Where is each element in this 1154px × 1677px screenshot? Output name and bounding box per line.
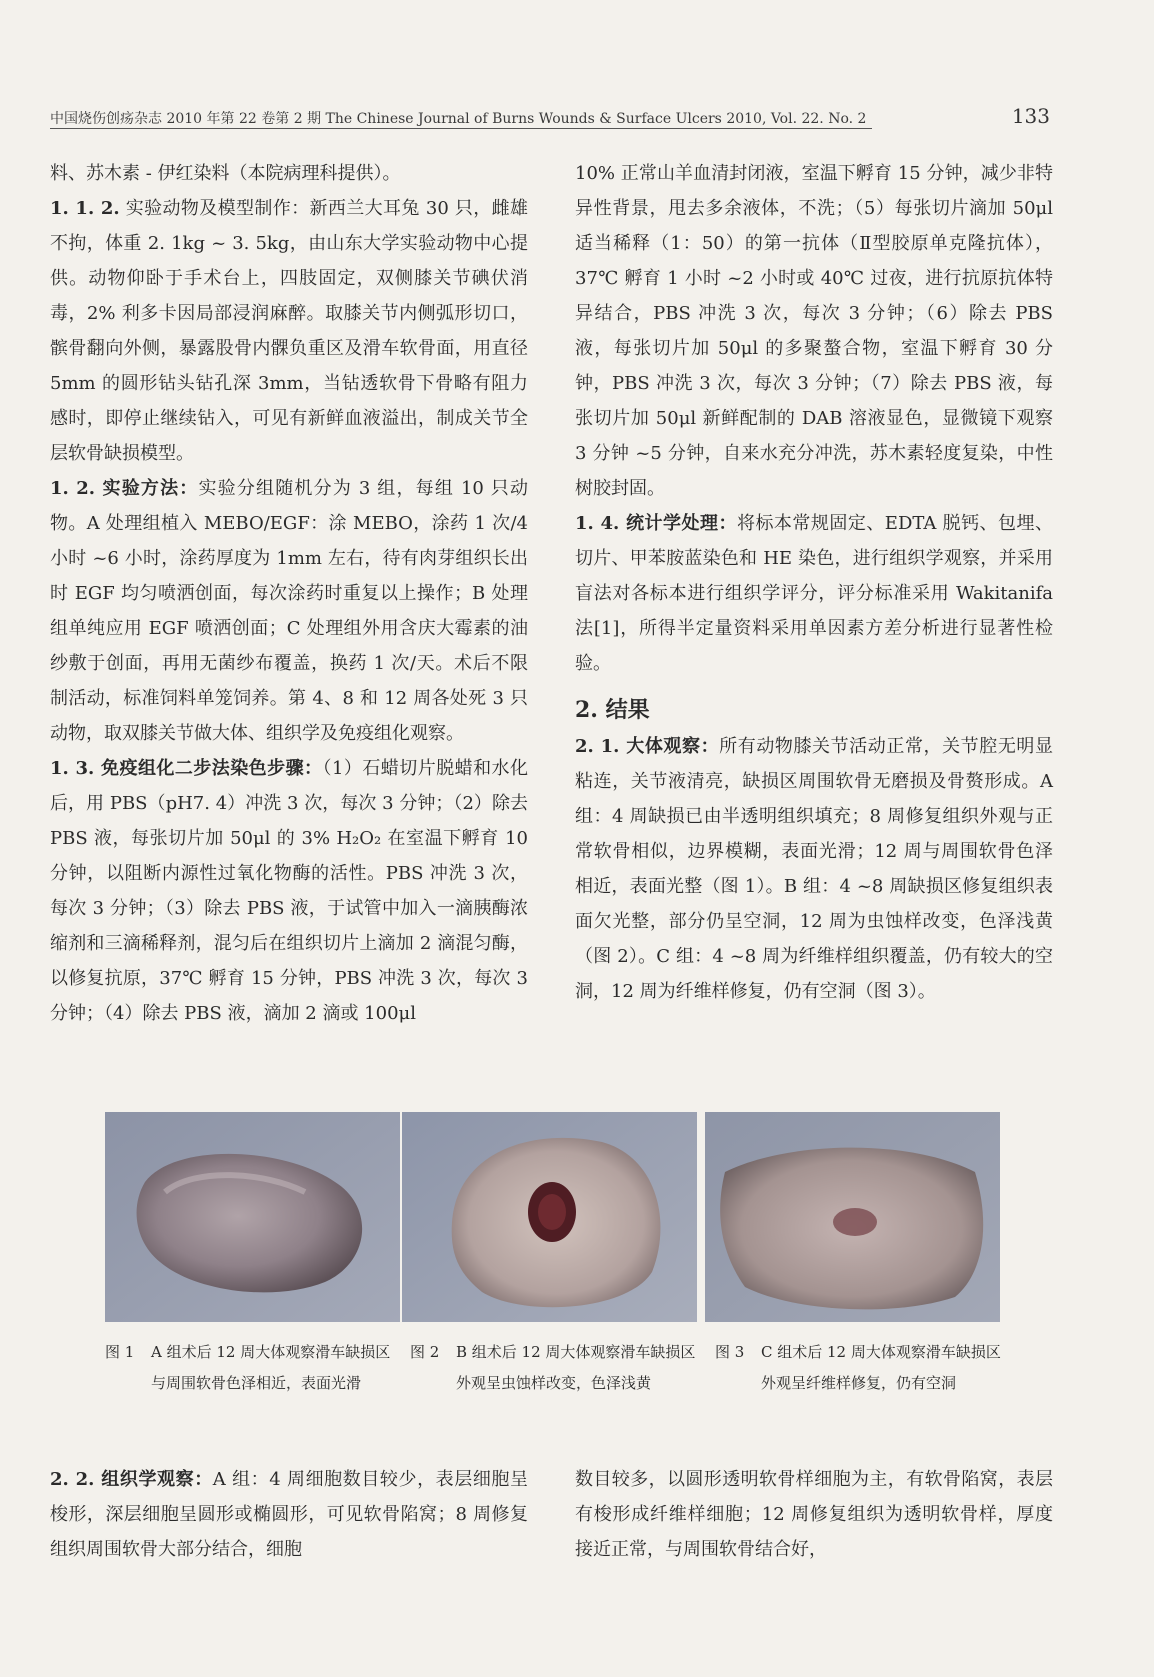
paragraph-body: 实验动物及模型制作：新西兰大耳兔 30 只，雌雄不拘，体重 2. 1kg ~ 3. 5kg，由山东大学实验动物中心提供。动物仰卧于手术台上，四肢固定，双侧膝关节碘伏消毒，2% 利多卡因局部浸润麻醉。取膝关节内侧弧形切口，髌骨翻向外侧，暴露股骨内髁负重区及滑车软骨面，用直径 5mm 的圆形钻头钻孔深 3mm，当钻透软骨下骨略有阻力感时，即停止继续钻入，可见有新鲜血液溢出，制成关节全层软骨缺损模型。: [50, 198, 529, 464]
figure-3-caption: [715, 1337, 1005, 1399]
figure-label: 图 2: [410, 1343, 440, 1361]
caption-text: C 组术后 12 周大体观察滑车缺损区外观呈纤维样修复，仍有空洞: [761, 1343, 1001, 1392]
right-column: [575, 156, 1053, 1009]
caption-text: B 组术后 12 周大体观察滑车缺损区外观呈虫蚀样改变，色泽浅黄: [456, 1343, 696, 1392]
paragraph-histology-continued: 数目较多，以圆形透明软骨样细胞为主，有软骨陷窝，表层有梭形成纤维样细胞；12 周修复组织为透明软骨样，厚度接近正常，与周围软骨结合好，: [575, 1469, 1053, 1560]
journal-title: 中国烧伤创疡杂志 2010 年第 22 卷第 2 期 The Chinese Journal of Burns Wounds & Surface Ulcers 2010, Vol. 22. No. 2: [50, 111, 867, 127]
section-heading-1-2: 1. 2. 实验方法：: [50, 478, 199, 499]
left-column: [50, 156, 528, 1031]
figure-2-photo: [402, 1112, 697, 1322]
paragraph-histology: [50, 1462, 528, 1567]
header-rule: [50, 128, 872, 129]
paragraph-body: 将标本常规固定、EDTA 脱钙、包埋、切片、甲苯胺蓝染色和 HE 染色，进行组织学观察，并采用盲法对各标本进行组织学评分，评分标准采用 Wakitanifa 法[1]，所得半定量资料采用单因素方差分析进行显著性检验。: [575, 513, 1054, 674]
figure-3-photo: [705, 1112, 1000, 1322]
paragraph-reagents-end: 料、苏木素 - 伊红染料（本院病理科提供）。: [50, 163, 401, 184]
figure-1-photo: [105, 1112, 400, 1322]
paragraph-methods: [50, 471, 528, 751]
running-header: [50, 104, 1050, 130]
page-number: 133: [1011, 104, 1050, 128]
paragraph-animals-model: [50, 191, 528, 471]
section-title-results: 2. 结果: [575, 697, 650, 723]
paragraph-body: 实验分组随机分为 3 组，每组 10 只动物。A 处理组植入 MEBO/EGF：涂 MEBO，涂药 1 次/4 小时 ~6 小时，涂药厚度为 1mm 左右，待有肉芽组织长出时 EGF 均匀喷洒创面，每次涂药时重复以上操作；B 处理组单纯应用 EGF 喷洒创面；C 处理组外用含庆大霉素的油纱敷于创面，再用无菌纱布覆盖，换药 1 次/天。术后不限制活动，标准饲料单笼饲养。第 4、8 和 12 周各处死 3 只动物，取双膝关节做大体、组织学及免疫组化观察。: [50, 478, 528, 744]
figure-1-caption: [105, 1337, 405, 1399]
figure-captions: [105, 1337, 1000, 1427]
paragraph-body: A 组：4 周细胞数目较少，表层细胞呈梭形，深层细胞呈圆形或椭圆形，可见软骨陷窝；8 周修复组织周围软骨大部分结合，细胞: [50, 1469, 528, 1560]
figure-2-caption: [410, 1337, 710, 1399]
paragraph-immunohistochemistry: [50, 751, 528, 1031]
caption-text: A 组术后 12 周大体观察滑车缺损区与周围软骨色泽相近，表面光滑: [151, 1343, 391, 1392]
bottom-left-column: [50, 1462, 528, 1567]
paragraph-body: 所有动物膝关节活动正常，关节腔无明显粘连，关节液清亮，缺损区周围软骨无磨损及骨赘形成。A 组：4 周缺损已由半透明组织填充；8 周修复组织外观与正常软骨相似，边界模糊，表面光滑；12 周与周围软骨色泽相近，表面光整（图 1）。B 组：4 ~8 周缺损区修复组织表面欠光整，部分仍呈空洞，12 周为虫蚀样改变，色泽浅黄（图 2）。C 组：4 ~8 周为纤维样组织覆盖，仍有较大的空洞，12 周为纤维样修复，仍有空洞（图 3）。: [575, 736, 1053, 1002]
paragraph-gross-observation: [575, 729, 1053, 1009]
section-heading-1-3: 1. 3. 免疫组化二步法染色步骤：: [50, 758, 323, 779]
figure-row: [105, 1112, 1000, 1322]
section-heading-2-1: 2. 1. 大体观察：: [575, 736, 720, 757]
paragraph-statistics: [575, 506, 1053, 681]
paragraph-ihc-continued: 10% 正常山羊血清封闭液，室温下孵育 15 分钟，减少非特异性背景，甩去多余液体，不洗；（5）每张切片滴加 50μl 适当稀释（1：50）的第一抗体（Ⅱ型胶原单克隆抗体），37℃ 孵育 1 小时 ~2 小时或 40℃ 过夜，进行抗原抗体特异结合，PBS 冲洗 3 次，每次 3 分钟；（6）除去 PBS 液，每张切片加 50μl 的多聚螯合物，室温下孵育 30 分钟，PBS 冲洗 3 次，每次 3 分钟；（7）除去 PBS 液，每张切片加 50μl 新鲜配制的 DAB 溶液显色，显微镜下观察 3 分钟 ~5 分钟，自来水充分冲洗，苏木素轻度复染，中性树胶封固。: [575, 163, 1053, 499]
bottom-right-column: [575, 1462, 1053, 1567]
paragraph-body: （1）石蜡切片脱蜡和水化后，用 PBS（pH7. 4）冲洗 3 次，每次 3 分钟；（2）除去 PBS 液，每张切片加 50μl 的 3% H₂O₂ 在室温下孵育 10 分钟，以阻断内源性过氧化物酶的活性。PBS 冲洗 3 次，每次 3 分钟；（3）除去 PBS 液，于试管中加入一滴胰酶浓缩剂和三滴稀释剂，混匀后在组织切片上滴加 2 滴混匀酶，以修复抗原，37℃ 孵育 15 分钟，PBS 冲洗 3 次，每次 3 分钟；（4）除去 PBS 液，滴加 2 滴或 100μl: [50, 758, 528, 1024]
section-heading-1-4: 1. 4. 统计学处理：: [575, 513, 737, 534]
section-heading-2-2: 2. 2. 组织学观察：: [50, 1469, 213, 1490]
figure-label: 图 3: [715, 1343, 745, 1361]
section-heading-1-1-2: 1. 1. 2.: [50, 198, 120, 219]
figure-label: 图 1: [105, 1343, 135, 1361]
